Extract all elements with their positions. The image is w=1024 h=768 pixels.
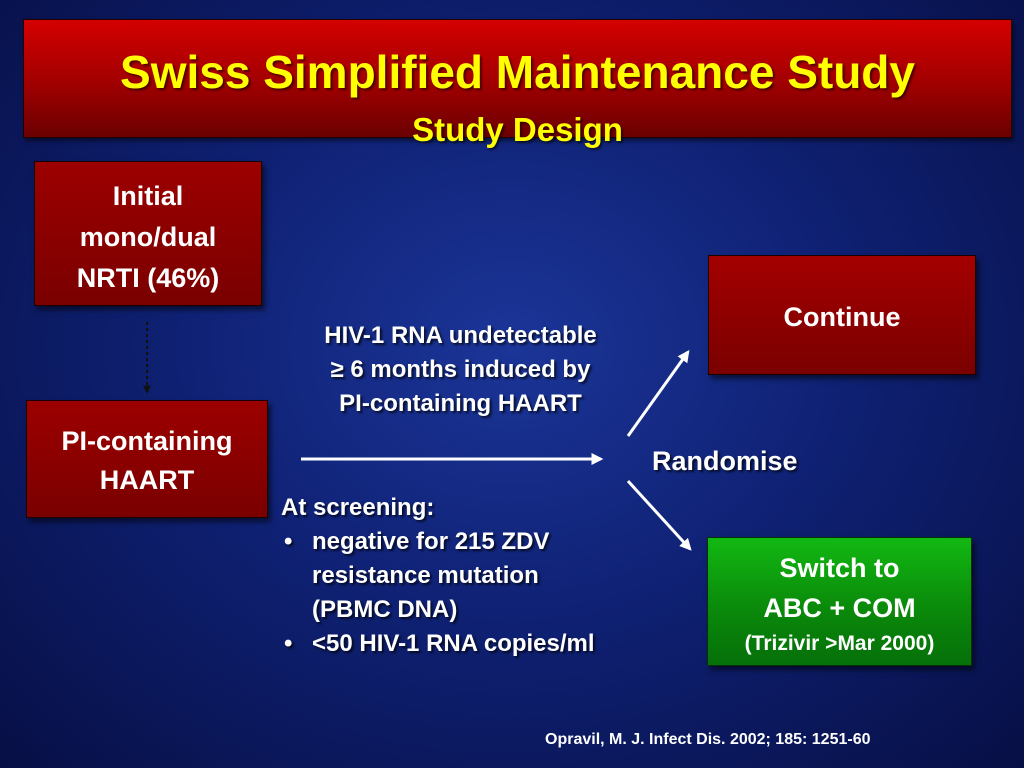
switch-line-2: ABC + COM (763, 593, 916, 623)
initial-line-1: Initial (112, 181, 184, 211)
arrow-to-continue (628, 352, 688, 436)
screening-section (281, 491, 661, 661)
criteria-line-3: PI-containing HAART (339, 390, 582, 417)
randomise-label: Randomise (652, 446, 798, 476)
pi-haart-box (26, 400, 268, 518)
screening-item-line: (PBMC DNA) (312, 596, 458, 623)
initial-nrti-box (34, 161, 262, 306)
screening-item-line: resistance mutation (312, 562, 539, 589)
initial-line-2: mono/dual (79, 222, 217, 252)
citation: Opravil, M. J. Infect Dis. 2002; 185: 1251-60 (545, 731, 871, 748)
continue-box (708, 255, 976, 375)
slide-subtitle: Study Design (412, 111, 623, 148)
pi-line-2: HAART (99, 465, 195, 495)
screening-heading: At screening: (281, 494, 435, 521)
switch-line-1: Switch to (779, 553, 900, 583)
screening-item-line: <50 HIV-1 RNA copies/ml (312, 630, 595, 657)
criteria-line-2: ≥ 6 months induced by (330, 356, 591, 383)
switch-box (707, 537, 972, 666)
initial-line-3: NRTI (46%) (76, 263, 220, 293)
bullet-icon: • (284, 528, 293, 555)
screening-item (281, 627, 661, 661)
switch-line-3: (Trizivir >Mar 2000) (744, 632, 935, 655)
slide-title: Swiss Simplified Maintenance Study (120, 46, 915, 98)
pi-line-1: PI-containing (61, 426, 233, 456)
criteria-text (288, 319, 633, 421)
screening-item-line: negative for 215 ZDV (312, 528, 550, 555)
screening-list (281, 525, 661, 661)
continue-label: Continue (783, 302, 901, 332)
criteria-line-1: HIV-1 RNA undetectable (324, 322, 597, 349)
bullet-icon: • (284, 630, 293, 657)
screening-item (281, 525, 661, 627)
